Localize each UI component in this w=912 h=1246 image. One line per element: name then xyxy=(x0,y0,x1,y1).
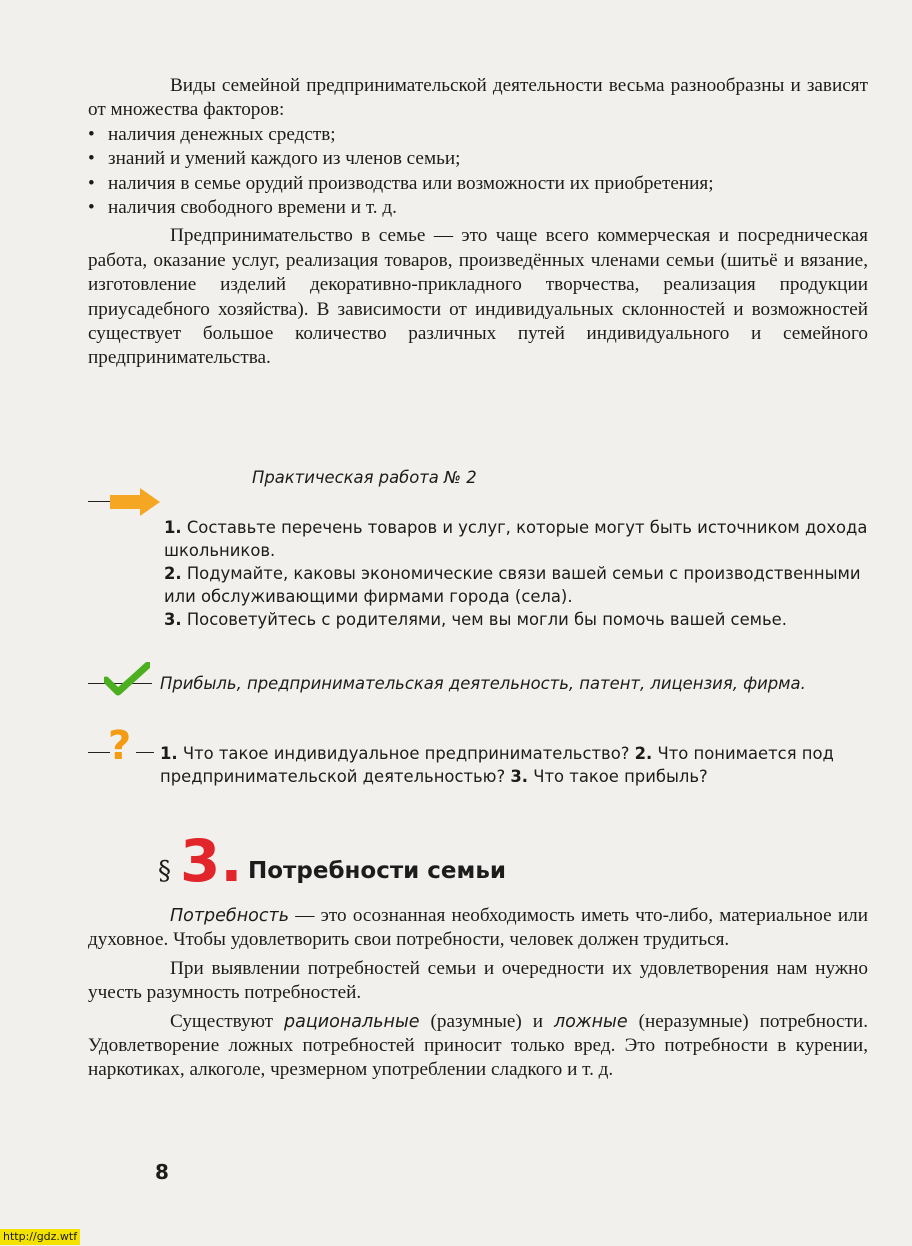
footer-url[interactable]: http://gdz.wtf xyxy=(0,1229,80,1245)
intro-lead: Виды семейной предпринимательской деятельности весьма разнообразны и зависят от множества факторов: xyxy=(88,75,868,121)
practical-rule xyxy=(88,501,110,502)
body-paragraph-1: Потребность — это осознанная необходимость иметь что-либо, материальное или духовное. Чтобы удовлетворить свои потребности, человек должен трудиться. xyxy=(88,905,868,951)
task-item: 1. Составьте перечень товаров и услуг, которые могут быть источником дохода школьников. xyxy=(164,518,868,560)
section-title: Потребности семьи xyxy=(248,858,506,884)
body-paragraph-3: Существуют рациональные (разумные) и ложные (неразумные) потребности. Удовлетворение ложных потребностей приносит только вред. Это потребности в курении, наркотиках, алкоголе, чрезмерном употреблении сладкого и т. д. xyxy=(88,1010,868,1081)
practical-title: Практическая работа № 2 xyxy=(252,468,477,487)
section-sign: § xyxy=(158,856,171,886)
keywords-text: Прибыль, предпринимательская деятельность, патент, лицензия, фирма. xyxy=(160,674,806,693)
section-number: 3. xyxy=(180,827,243,895)
task-item: 3. Посоветуйтесь с родителями, чем вы могли бы помочь вашей семье. xyxy=(164,610,787,629)
task-item: 2. Подумайте, каковы экономические связи вашей семьи с производственными или обслуживающими фирмами города (села). xyxy=(164,564,861,606)
questions-rule-left xyxy=(88,752,110,753)
intro-paragraph-2: Предпринимательство в семье — это чаще всего коммерческая и посредническая работа, оказание услуг, реализация товаров, произведённых членами семьи (шитьё и вязание, изготовление изделий декоративно-прикладного творчества, реализация продукции приусадебного хозяйства). В зависимости от индивидуальных склонностей и возможностей существует большое количество различных путей индивидуального и семейного предпринимательства. xyxy=(88,225,868,369)
arrow-right-icon xyxy=(110,488,160,516)
questions-text: 1. Что такое индивидуальное предпринимательство? 2. Что понимается под предпринимательской деятельностью? 3. Что такое прибыль? xyxy=(160,744,834,786)
bullet-icon: • xyxy=(88,172,95,194)
check-icon xyxy=(104,662,150,696)
bullet-icon: • xyxy=(88,148,95,170)
bullet-icon: • xyxy=(88,123,95,145)
bullet-item: • наличия в семье орудий производства или возможности их приобретения; xyxy=(88,172,868,196)
bullet-item: • знаний и умений каждого из членов семьи; xyxy=(88,147,868,171)
bullet-item: • наличия свободного времени и т. д. xyxy=(88,196,868,220)
bullet-item: • наличия денежных средств; xyxy=(88,123,868,147)
body-block xyxy=(88,904,868,1083)
body-paragraph-2: При выявлении потребностей семьи и очередности их удовлетворения нам нужно учесть разумность потребностей. xyxy=(88,957,868,1004)
bullet-icon: • xyxy=(88,197,95,219)
practical-tasks xyxy=(164,516,868,631)
page-number: 8 xyxy=(155,1160,169,1184)
question-icon: ? xyxy=(108,723,132,769)
intro-block xyxy=(88,74,868,371)
questions-rule-right xyxy=(136,752,154,753)
